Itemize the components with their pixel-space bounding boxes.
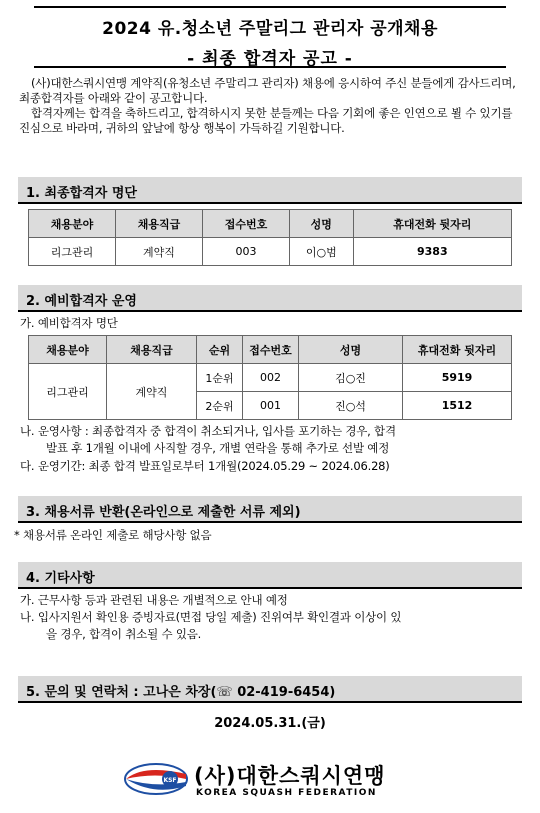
ksf-badge-text: KSF <box>163 777 177 784</box>
cell-field: 리그관리 <box>29 238 116 266</box>
section-3-heading: 3. 채용서류 반환(온라인으로 제출한 서류 제외) <box>18 496 522 523</box>
table-row <box>29 238 512 266</box>
intro-paragraph-2: 합격자께는 합격을 축하드리고, 합격하시지 못한 분들께는 다음 기회에 좋은 인연으로 뵐 수 있기를 진심으로 바라며, 귀하의 앞날에 항상 행복이 가득하길 기원합니다. <box>19 106 513 135</box>
reserve-applicants-table <box>28 335 512 420</box>
header-rank: 순위 <box>197 336 243 364</box>
cell-name: 김○진 <box>299 364 403 392</box>
cell-field: 리그관리 <box>29 364 107 420</box>
title-box <box>34 6 506 68</box>
operation-note-line-2: 발표 후 1개월 이내에 사직할 경우, 개별 연락을 통해 추가로 선발 예정 <box>46 441 390 455</box>
etc-item-a: 가. 근무사항 등과 관련된 내용은 개별적으로 안내 예정 <box>20 593 288 607</box>
cell-receipt-no: 002 <box>243 364 299 392</box>
cell-receipt-no: 003 <box>202 238 289 266</box>
cell-phone-last: 9383 <box>353 238 511 266</box>
page-subtitle: - 최종 합격자 공고 - <box>187 49 353 69</box>
etc-item-b-line-1: 나. 입사지원서 확인용 증빙자료(면접 당일 제출) 진위여부 확인결과 이상이 있 <box>20 610 402 624</box>
table-header-row <box>29 336 512 364</box>
section-4-heading: 4. 기타사항 <box>18 562 522 589</box>
cell-rank: 2순위 <box>197 392 243 420</box>
page-title: 2024 유.청소년 주말리그 관리자 공개채용 <box>102 19 438 39</box>
operation-period: 다. 운영기간: 최종 합격 발표일로부터 1개월(2024.05.29 ~ 2024.06.28) <box>20 459 390 473</box>
section-5-heading: 5. 문의 및 연락처 : 고나은 차장(☏ 02-419-6454) <box>18 676 522 703</box>
header-name: 성명 <box>289 210 353 238</box>
header-grade: 채용직급 <box>115 210 202 238</box>
header-phone-last: 휴대전화 뒷자리 <box>403 336 512 364</box>
table-header-row <box>29 210 512 238</box>
cell-phone-last: 5919 <box>403 364 512 392</box>
intro-paragraph-1: (사)대한스쿼시연맹 계약직(유청소년 주말리그 관리자) 채용에 응시하여 주신 분들에게 감사드리며, 최종합격자를 아래와 같이 공고합니다. <box>19 76 516 105</box>
document-return-note: * 채용서류 온라인 제출로 해당사항 없음 <box>14 528 212 542</box>
section-1-heading: 1. 최종합격자 명단 <box>18 177 522 204</box>
cell-name: 진○석 <box>299 392 403 420</box>
reserve-list-label: 가. 예비합격자 명단 <box>20 316 118 330</box>
federation-english-name: KOREA SQUASH FEDERATION <box>196 788 377 798</box>
intro-text <box>19 76 524 136</box>
final-applicants-table <box>28 209 512 266</box>
operation-note-line-1: 나. 운영사항 : 최종합격자 중 합격이 취소되거나, 입사를 포기하는 경우, 합격 <box>20 424 396 438</box>
cell-grade: 계약직 <box>107 364 197 420</box>
etc-item-b-line-2: 을 경우, 합격이 취소될 수 있음. <box>46 627 202 641</box>
announcement-date: 2024.05.31.(금) <box>214 716 326 731</box>
ksf-emblem-icon <box>124 762 188 796</box>
cell-grade: 계약직 <box>115 238 202 266</box>
header-name: 성명 <box>299 336 403 364</box>
header-receipt-no: 접수번호 <box>243 336 299 364</box>
cell-rank: 1순위 <box>197 364 243 392</box>
table-row <box>29 364 512 392</box>
cell-receipt-no: 001 <box>243 392 299 420</box>
header-receipt-no: 접수번호 <box>202 210 289 238</box>
cell-phone-last: 1512 <box>403 392 512 420</box>
header-phone-last: 휴대전화 뒷자리 <box>353 210 511 238</box>
section-2-heading: 2. 예비합격자 운영 <box>18 285 522 312</box>
header-grade: 채용직급 <box>107 336 197 364</box>
federation-name: (사)대한스쿼시연맹 <box>194 764 386 788</box>
header-field: 채용분야 <box>29 210 116 238</box>
header-field: 채용분야 <box>29 336 107 364</box>
federation-logo <box>124 754 424 804</box>
cell-name: 이○범 <box>289 238 353 266</box>
